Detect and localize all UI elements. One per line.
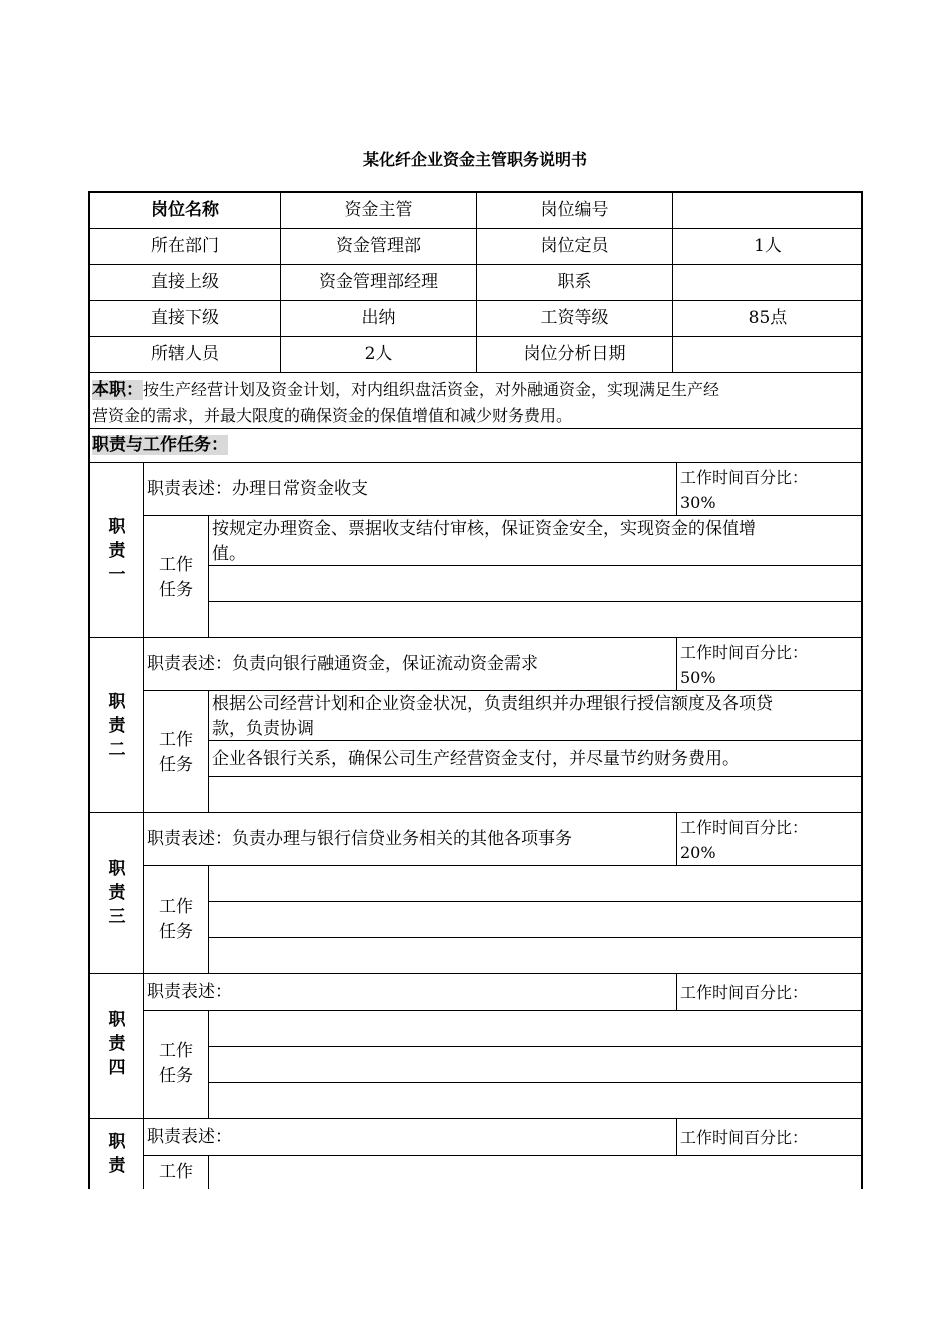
duty3-work-label: 工作 任务 [159,897,193,942]
main-duty [92,377,862,429]
duty2-task1: 根据公司经营计划和企业资金状况，负责组织并办理银行授信额度及各项贷 款，负责协调 [212,694,773,739]
position-code-label: 岗位编号 [540,200,609,220]
department-label: 所在部门 [151,236,219,256]
section-title-text: 职责与工作任务： [92,435,228,455]
duty2-task2: 企业各银行关系，确保公司生产经营资金支付，并尽量节约财务费用。 [212,749,739,769]
duty3-pct: 工作时间百分比： 20% [680,818,809,862]
duty1-desc: 职责表述：办理日常资金收支 [147,479,368,499]
duty3-label: 职 责 三 [108,859,126,927]
supervisor-value: 资金管理部经理 [319,272,438,292]
duty4-label: 职 责 四 [108,1010,126,1078]
supervisor-label: 直接上级 [151,272,219,292]
document-title: 某化纤企业资金主管职务说明书 [362,150,587,169]
main-duty-label: 本职： [92,380,143,400]
duty4-pct: 工作时间百分比： [680,983,809,1002]
duty2-label: 职 责 二 [108,692,126,760]
duty2-work-label: 工作 任务 [159,730,193,775]
main-duty-line1: 按生产经营计划及资金计划，对内组织盘活资金，对外融通资金，实现满足生产经 [143,380,720,399]
subordinate-value: 出纳 [361,308,396,328]
staff-label: 所辖人员 [151,344,219,364]
position-name-value: 资金主管 [344,200,413,220]
duty5-work-label: 工作 [159,1162,193,1182]
main-duty-line2: 营资金的需求，并最大限度的确保资金的保值增值和减少财务费用。 [92,406,573,425]
duty1-pct: 工作时间百分比： 30% [680,468,809,512]
duty1-label: 职 责 一 [108,517,126,585]
salary-grade-value: 85点 [748,308,788,328]
headcount-label: 岗位定员 [540,236,609,256]
staff-value: 2人 [364,344,393,364]
section-title [92,433,228,458]
duty5-desc: 职责表述： [147,1127,232,1147]
duty4-desc: 职责表述： [147,982,232,1002]
position-name-label: 岗位名称 [151,200,219,220]
duty5-pct: 工作时间百分比： [680,1128,809,1147]
analysis-date-label: 岗位分析日期 [523,344,626,364]
duty2-pct: 工作时间百分比： 50% [680,643,809,687]
subordinate-label: 直接下级 [151,308,219,328]
duty2-desc: 职责表述：负责向银行融通资金，保证流动资金需求 [147,654,538,674]
duty5-label: 职 责 [108,1132,126,1176]
position-code-value [673,193,863,228]
job-family-label: 职系 [557,272,592,292]
salary-grade-label: 工资等级 [540,308,609,328]
headcount-value: 1人 [754,236,782,256]
duty1-work-label: 工作 任务 [159,555,193,600]
department-value: 资金管理部 [336,236,421,256]
analysis-date-value [673,337,863,372]
job-family-value [673,265,863,300]
duty1-task1: 按规定办理资金、票据收支结付审核，保证资金安全，实现资金的保值增 值。 [212,519,756,564]
job-description-table [88,191,863,1189]
duty4-work-label: 工作 任务 [159,1041,193,1086]
duty3-desc: 职责表述：负责办理与银行信贷业务相关的其他各项事务 [147,829,572,849]
